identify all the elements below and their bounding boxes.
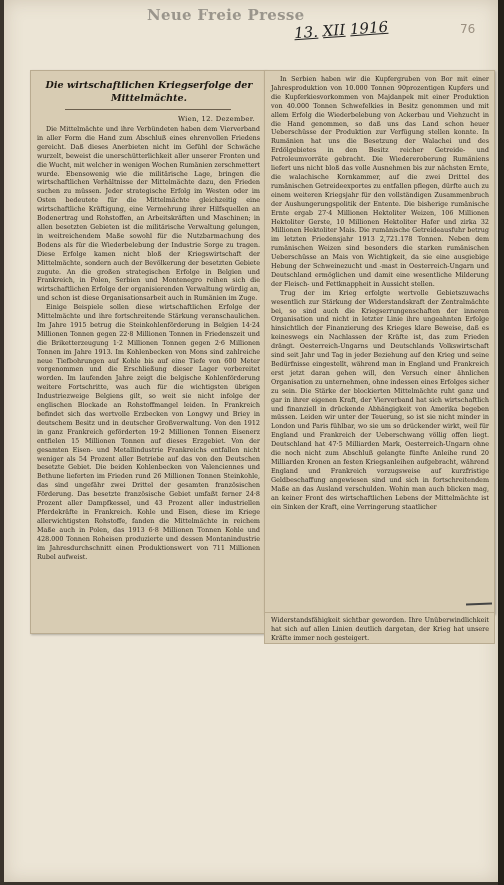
page-edge-shadow <box>498 0 504 885</box>
article-headline: Die wirtschaftlichen Kriegserfolge der Mittelmächte. <box>45 80 253 104</box>
article-paragraph: Die Mittelmächte und ihre Verbündeten haben dem Vierverband in aller Form die Hand zum Abschluß eines ehrenvollen Friedens gereicht. Daß dieses Anerbieten nicht im Gefühl der Schwäche wurzelt, beweist die unerschütterlichkeit aller unserer Fronten und die Wucht, mit welcher in wenigen Wochen Rumänien zerschmettert wurde. Ebensowenig wie die militärische Lage, bringen die wirtschaftlichen Verhältnisse der Mittelmächte dazu, den Frieden suchen zu müssen. Jeder strategische Erfolg im Westen oder im Osten bedeutete für die Mittelmächte gleichzeitig eine wirtschaftliche Kräftigung, eine Vermehrung ihrer Hilfsquellen an Bodenertrag und Rohstoffen, an Arbeitskräften und Maschinen; in allen besetzten Gebieten ist die militärische Verwaltung gelungen, in weitreichendem Maße sowohl für die Nutzbarmachung des Bodens als für die Wiederbelebung der Industrie Sorge zu tragen. Diese Erfolge kamen nicht bloß der Kriegswirtschaft der Mittelmächte, sondern auch der Bevölkerung der besetzten Gebiete zugute. An die großen strategischen Erfolge in Belgien und Frankreich, in Polen, Serbien und Montenegro reihen sich die wirtschaftlichen Erfolge der organisierenden Verwaltung würdig an, und schon ist diese Organisationsarbeit auch in Rumänien im Zuge. <box>37 125 260 303</box>
handwritten-date-year: 1916 <box>349 17 389 39</box>
folio-number: 76 <box>460 22 476 36</box>
article-right-column <box>271 75 489 511</box>
article-paragraph: Einige Beispiele sollen diese wirtschaftlichen Erfolge der Mittelmächte und ihre fortschreitende Stärkung veranschaulichen. Im Jahre 1915 betrug die Steinkohlenförderung in Belgien 14·24 Millionen Tonnen gegen 22·8 Millionen Tonnen in Friedenszeit und die Briketterzeugung 1·2 Millionen Tonnen gegen 2·6 Millionen Tonnen im Jahre 1913. Im Kohlenbecken von Mons sind zahlreiche neue Tiefbohrungen auf Kohle bis auf eine Tiefe von 600 Meter vorgenommen und die Erschließung dieser Lager vorbereitet worden. Im laufenden Jahre zeigt die belgische Kohlenförderung weitere Fortschritte, was auch für die wichtigsten übrigen Industriezweige Belgiens gilt, so weit sie nicht infolge der englischen Blockade an Rohstoffmangel leiden. In Frankreich befindet sich das wertvolle Erzbecken von Longwy und Briey in deutschem Besitz und in deutscher Großverwaltung. Von den 1912 in ganz Frankreich geförderten 19·2 Millionen Tonnen Eisenerz entfielen 15 Millionen Tonnen auf dieses Erzgebiet. Von der gesamten Eisen- und Metallindustrie Frankreichs entfallen nicht weniger als 54 Prozent aller Betriebe auf das von den Deutschen besetzte Gebiet. Die beiden Kohlenbecken von Valenciennes und Bethune lieferten im Frieden rund 26 Millionen Tonnen Steinkohle, das sind ungefähr zwei Drittel der gesamten französischen Förderung. Das besetzte französische Gebiet umfaßt ferner 24·8 Prozent aller Dampfkessel, und 43 Prozent aller industriellen Pferdekräfte in Frankreich. Kohle und Eisen, diese im Kriege allerwichtigsten Rohstoffe, fanden die Mittelmächte in reichem Maße auch in Polen, das 1913 6·8 Millionen Tonnen Kohle und 428.000 Tonnen Roheisen produzierte und dessen Montanindustrie im Jahresdurchschnitt einen Produktionswert von 711 Millionen Rubel aufweist. <box>37 303 260 561</box>
clipping-right-column <box>264 70 495 614</box>
article-paragraph: Trug der im Krieg erfolgte wertvolle Gebietszuwachs wesentlich zur Stärkung der Widerstandskraft der Zentralmächte bei, so sind auch die Kriegserrungenschaften der inneren Organisation und nicht in letzter Linie ihre ungeahnten Erfolge hinsichtlich der Finanzierung des Krieges klare Beweise, daß es keineswegs ein Nachlassen der Kräfte ist, das zum Frieden drängt. Oesterreich-Ungarns und Deutschlands Volkswirtschaft sind seit Jahr und Tag in jeder Beziehung auf den Krieg und seine Bedürfnisse eingestellt, während man in England und Frankreich erst jetzt daran gehen will, den Versuch einer ähnlichen Organisation zu unternehmen, ohne indessen eines Erfolges sicher zu sein. Die Stärke der blockierten Mittelmächte ruht ganz und gar in ihrer eigenen Kraft, der Vierverband hat sich wirtschaftlich und finanziell in drückende Abhängigkeit von Amerika begeben müssen. Leiden wir unter der Teuerung, so ist sie nicht minder in London und Paris fühlbar, wo sie um so drückender wirkt, weil für England und Frankreich der Ueberschwang völlig offen liegt. Deutschland hat 47·5 Milliarden Mark, Oesterreich-Ungarn ohne die noch nicht zum Abschluß gelangte fünfte Anleihe rund 20 Milliarden Kronen an festen Kriegsanleihen aufgebracht, während England und Frankreich vorzugsweise auf kurzfristige Geldbeschaffung angewiesen sind und sich in fortschreitendem Maße an das Ausland verschulden. Wohin man auch blicken mag, an keiner Front des wirtschaftlichen Lebens der Mittelmächte ist ein Sinken der Kraft, eine Verringerung staatlicher <box>271 288 489 511</box>
headline-rule <box>65 109 231 110</box>
clipping-tail <box>264 612 495 644</box>
archive-page <box>4 0 498 882</box>
article-closing-text: Widerstandsfähigkeit sichtbar geworden. Ihre Unüberwindlichkeit hat sich auf allen Linien deutlich dargetan, der Krieg hat unsere Kräfte immer noch gesteigert. <box>271 616 489 642</box>
newspaper-masthead: Neue Freie Presse <box>147 6 305 24</box>
article-dateline: Wien, 12. Dezember. <box>178 115 255 123</box>
handwritten-date-day: 13. <box>293 22 319 43</box>
clipping-left-column <box>30 70 266 634</box>
handwritten-date-month: XII <box>322 20 346 41</box>
article-left-column <box>37 125 260 561</box>
article-paragraph: In Serbien haben wir die Kupfergruben von Bor mit einer Jahresproduktion von 10.000 Tonnen 90prozentigen Kupfers und die Kupferkiesvorkommen von Majdanpek mit einer Produktion von 40.000 Tonnen Schwefelkies in Besitz genommen und mit allem Erfolg die Wiederbelebung von Ackerbau und Viehzucht in die Hand genommen, so daß uns das Land schon heuer Ueberschüsse der Produktion zur Verfügung stellen konnte. In Rumänien hat uns die Besetzung der Walachei und des Erdölgebietes in den Besitz reicher Getreide- und Petroleumvorräte gebracht. Die Wiedereroberung Rumäniens liefert uns nicht bloß das volle Ausnehmen bis zur nächsten Ernte, die walachische Kornkammer, auf die zwei Drittel des rumänischen Getreideexportes zu entfallen pflegen, dürfte auch zu einem weiteren Kriegsjahr für den vollständigen Zusammenbruch der Aushungerungspolitik der Entente. Die bisherige rumänische Ernte ergab 27·4 Millionen Hektoliter Weizen, 106 Millionen Hektoliter Gerste, 10 Millionen Hektoliter Hafer und zirka 32 Millionen Hektoliter Mais. Die rumänische Getreideausfuhr betrug im letzten Friedensjahr 1913 2,721.178 Tonnen. Neben dem rumänischen Weizen sind besonders die starken rumänischen Ueberschüsse an Mais von Wichtigkeit, da sie eine ausgiebige Hebung der Schweinezucht und -mast in Oesterreich-Ungarn und Deutschland ermöglichen und damit eine wesentliche Milderung der Fleisch- und Fettknappheit in Aussicht stellen. <box>271 75 489 288</box>
handwritten-date <box>293 18 388 43</box>
